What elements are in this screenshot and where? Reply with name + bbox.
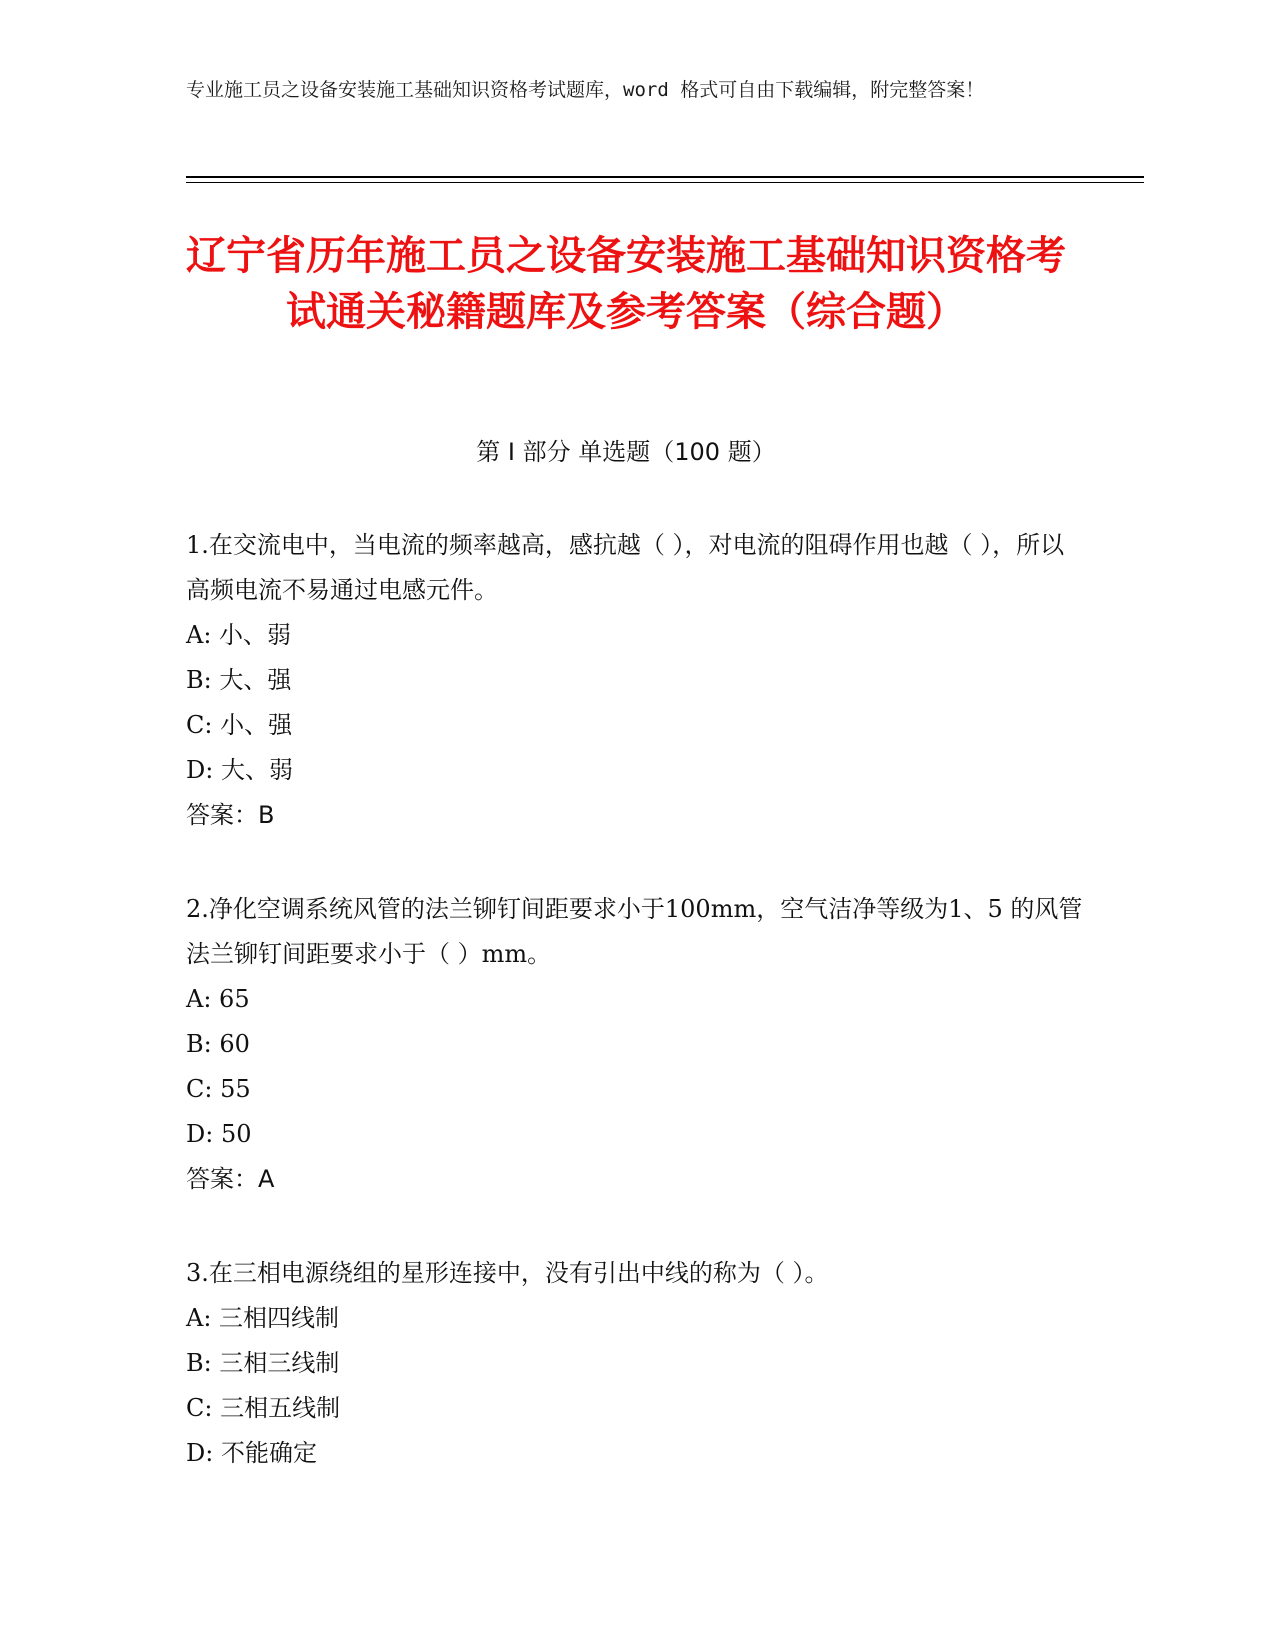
question-block-1 [186, 523, 1086, 838]
option-b: B: 大、强 [186, 666, 292, 694]
option-d: D: 50 [186, 1120, 252, 1148]
option-c: C: 三相五线制 [186, 1394, 341, 1422]
answer-line: 答案：A [186, 1165, 275, 1193]
answer-line: 答案：B [186, 801, 275, 829]
option-a: A: 65 [186, 985, 250, 1013]
option-c: C: 55 [186, 1075, 251, 1103]
option-d: D: 不能确定 [186, 1439, 317, 1467]
option-b: B: 60 [186, 1030, 250, 1058]
question-block-3 [186, 1251, 1086, 1476]
section-heading: 第 I 部分 单选题（100 题） [476, 438, 776, 466]
question-stem: 2.净化空调系统风管的法兰铆钉间距要求小于100mm，空气洁净等级为1、5 的风管法兰铆钉间距要求小于（ ）mm。 [186, 895, 1083, 968]
option-a: A: 小、弱 [186, 621, 292, 649]
document-title: 辽宁省历年施工员之设备安装施工基础知识资格考试通关秘籍题库及参考答案（综合题） [186, 233, 1066, 335]
option-a: A: 三相四线制 [186, 1304, 340, 1332]
option-d: D: 大、弱 [186, 756, 293, 784]
option-c: C: 小、强 [186, 711, 293, 739]
option-b: B: 三相三线制 [186, 1349, 340, 1377]
header-divider-thin [186, 182, 1144, 183]
header-divider-thick [186, 176, 1144, 178]
question-block-2 [186, 887, 1086, 1202]
question-stem: 3.在三相电源绕组的星形连接中，没有引出中线的称为（ ）。 [186, 1259, 829, 1287]
header-note: 专业施工员之设备安装施工基础知识资格考试题库，word 格式可自由下载编辑，附完整答案！ [186, 79, 985, 101]
question-stem: 1.在交流电中，当电流的频率越高，感抗越（ ），对电流的阻碍作用也越（ ），所以高频电流不易通过电感元件。 [186, 531, 1065, 604]
